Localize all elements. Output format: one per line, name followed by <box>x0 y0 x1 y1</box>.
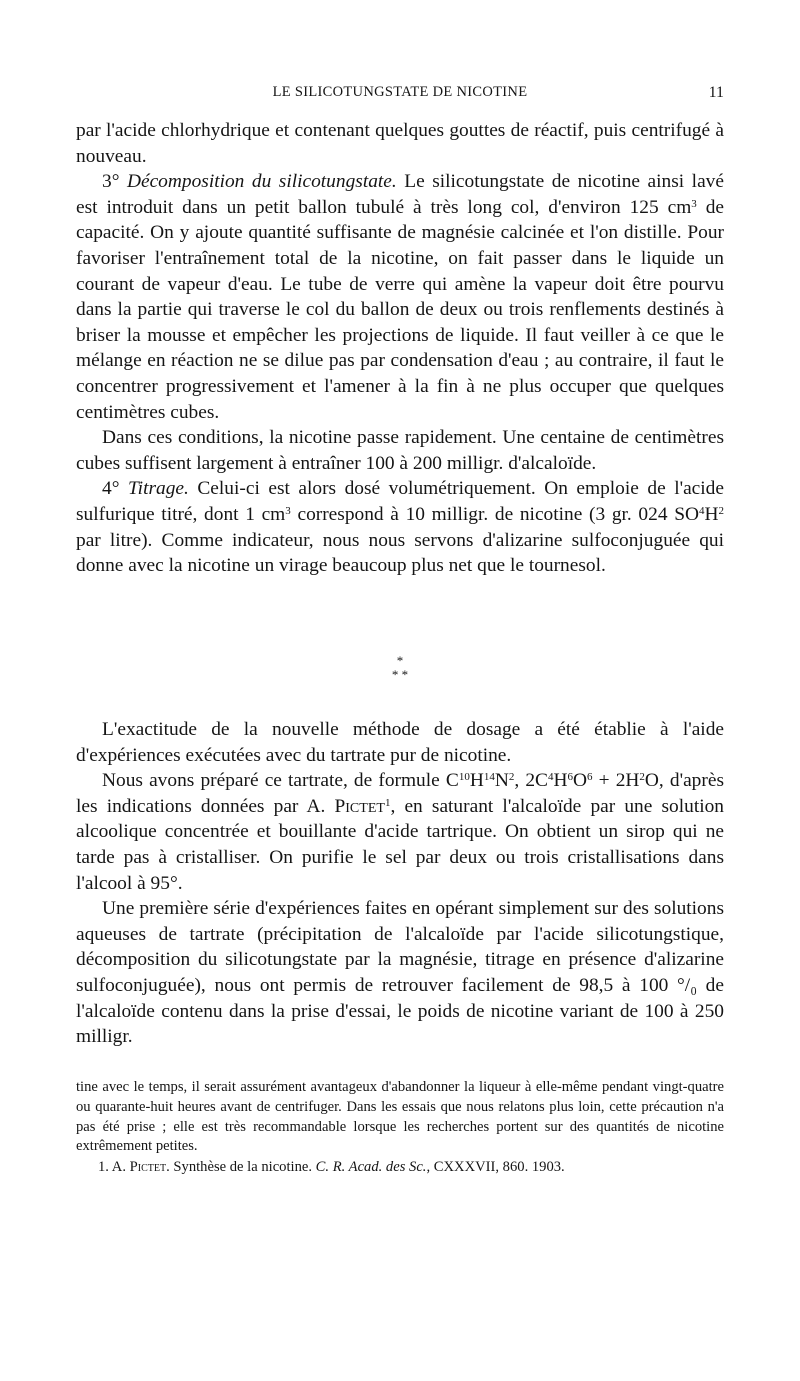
running-title: LE SILICOTUNGSTATE DE NICOTINE <box>272 84 528 100</box>
asterism-bottom: * * <box>391 667 409 682</box>
paragraph-conditions <box>76 425 724 476</box>
footnote-1 <box>76 1158 724 1178</box>
running-head <box>76 84 724 108</box>
section-number: 3° <box>102 171 120 193</box>
paragraph-text: correspond à 10 milligr. de nicotine (3 gr. 024 SO <box>290 503 699 525</box>
formula-superscript: 4 <box>547 771 554 784</box>
paragraph-titrage <box>76 476 724 578</box>
paragraph-text: Une première série d'expériences faites en opérant simplement sur des solutions aqueuses de tartrate (précipitation de l'alcaloïde par l'acide silicotungstique, décomposition du silicotungstate par la magnésie, titrage en présence d'alizarine sulfoconjuguée), nous ont permis de retrouver facilement de 98,5 à 100 °/₀ de l'alcaloïde contenu dans la prise d'essai, le poids de nicotine variant de 100 à 250 milligr. <box>76 898 724 1048</box>
footnote-title: . Synthèse de la nicotine. <box>166 1159 313 1176</box>
section-number: 4° <box>102 478 120 500</box>
page-number: 11 <box>708 84 724 101</box>
formula-superscript: 6 <box>587 771 593 784</box>
formula-superscript: 2 <box>639 771 645 784</box>
formula-text: N <box>494 770 509 792</box>
footnote-journal: C. R. Acad. des Sc. <box>315 1159 427 1176</box>
paragraph-premiere-serie <box>76 896 724 1050</box>
formula-superscript: 14 <box>483 771 495 784</box>
formula-text: , 2C <box>514 770 548 792</box>
superscript: 2 <box>718 504 725 517</box>
section-separator <box>360 654 440 694</box>
formula-superscript: 10 <box>458 771 470 784</box>
paragraph-text: Le silicotungstate de nicotine ainsi lavé est introduit dans un petit ballon tubulé à très long col, d'environ 125 cm <box>76 171 724 218</box>
formula-text: O <box>572 770 587 792</box>
paragraph-decomposition <box>76 169 724 425</box>
footnote-author: Pictet <box>129 1159 167 1176</box>
formula-superscript: 2 <box>508 771 515 784</box>
asterism-top: * <box>396 653 404 668</box>
footnote-continuation: tine avec le temps, il serait assurément avantageux d'abandonner la liqueur à elle-même pendant vingt-quatre ou quarante-huit heures avant de centrifuger. Dans les essais que nous relatons plus loin, cette précaution n'a pas été prise ; elle est très recommandable lorsque les recherches portent sur des quantités de nicotine extrêmement petites. <box>76 1079 724 1155</box>
footnote-reference-detail: , CXXXVII, 860. 1903. <box>426 1159 565 1176</box>
superscript: 4 <box>699 504 705 517</box>
footnote-reference: 1 <box>384 796 391 809</box>
paragraph-continuation <box>76 118 724 169</box>
footnote-number: 1. <box>98 1159 109 1176</box>
paragraph-text: Dans ces conditions, la nicotine passe rapidement. Une centaine de centimètres cubes suffisent largement à entraîner 100 à 200 milligr. d'alcaloïde. <box>76 427 724 474</box>
paragraph-text: par litre). Comme indicateur, nous nous servons d'alizarine sulfoconjuguée qui donne avec la nicotine un virage beaucoup plus net que le tournesol. <box>76 529 724 577</box>
superscript: 3 <box>691 197 697 210</box>
paragraph-text: L'exactitude de la nouvelle méthode de dosage a été établie à l'aide d'expériences exécutées avec du tartrate pur de nicotine. <box>76 719 724 766</box>
body-text-lower <box>76 717 724 1050</box>
paragraph-exactitude <box>76 717 724 768</box>
paragraph-text: Nous avons préparé ce tartrate, de formule C <box>102 770 459 792</box>
author-name: Pictet <box>334 795 385 817</box>
superscript: 3 <box>285 504 291 517</box>
section-title: Titrage. <box>127 478 189 500</box>
paragraph-text: , en saturant l'alcaloïde par une solution alcoolique concentrée et bouillante d'acide tartrique. On obtient un sirop qui ne tarde pas à cristalliser. On purifie le sel par deux ou trois cristallisations dans l'alcool à 95°. <box>76 795 724 894</box>
paragraph-text: O, d'après les indications données par A. <box>76 770 724 817</box>
formula-superscript: 6 <box>567 771 573 784</box>
footnotes <box>76 1078 724 1178</box>
formula-text: + 2H <box>592 770 640 792</box>
section-title: Décomposition du silicotungstate. <box>126 171 397 193</box>
formula-text: H <box>469 770 484 792</box>
paragraph-text: Celui-ci est alors dosé volumétriquement. On emploie de l'acide sulfurique titré, dont 1 cm <box>76 478 724 525</box>
formula-text: H <box>553 770 568 792</box>
paragraph-text: H <box>704 503 719 525</box>
footnote-author-initial: A. <box>111 1159 126 1176</box>
paragraph-tartrate <box>76 768 724 896</box>
paragraph-text: par l'acide chlorhydrique et contenant quelques gouttes de réactif, puis centrifugé à nouveau. <box>76 120 724 167</box>
body-text-upper <box>76 118 724 579</box>
paragraph-text: de capacité. On y ajoute quantité suffisante de magnésie calcinée et l'on distille. Pour favoriser l'entraînement total de la nicotine, on fait passer dans le liquide un courant de vapeur d'eau. Le tube de verre qui amène la vapeur doit être pourvu dans la partie qui traverse le col du ballon de deux ou trois renflements destinés à briser la mousse et empêcher les projections de liquide. Il faut veiller à ce que le mélange en réaction ne se dilue pas par condensation d'eau ; au contraire, il faut le concentrer progressivement et l'amener à la fin à ne plus occuper que quelques centimètres cubes. <box>76 196 724 423</box>
